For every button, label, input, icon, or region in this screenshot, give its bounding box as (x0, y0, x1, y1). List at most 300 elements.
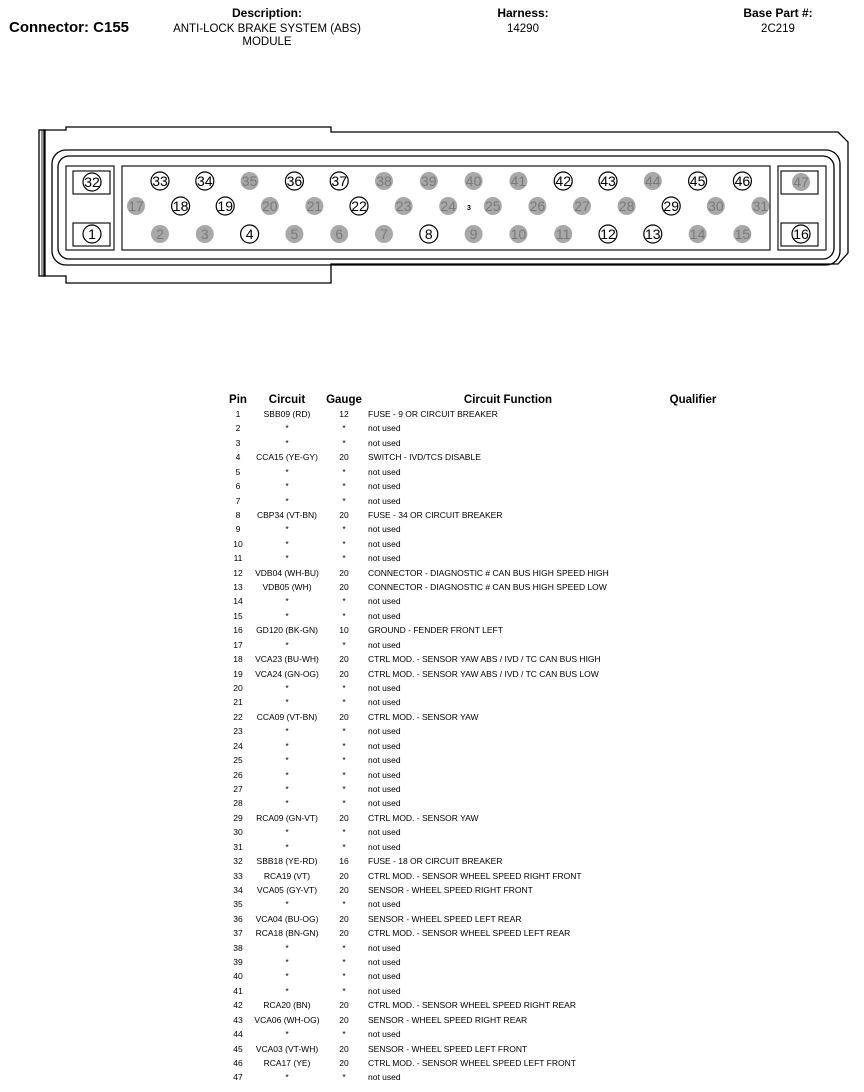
pin-cell: 38 (233, 942, 243, 953)
pin-number: 19 (217, 198, 233, 214)
pin-number: 28 (618, 198, 635, 214)
table-row (224, 609, 738, 623)
table-row (224, 840, 738, 854)
gauge-cell: * (342, 524, 346, 535)
pin-table (224, 392, 738, 1085)
gauge-cell: 20 (339, 567, 349, 578)
gauge-cell: 20 (339, 1043, 349, 1054)
pin-8 (420, 225, 438, 243)
pin-number: 22 (351, 198, 367, 214)
function-cell: not used (368, 942, 401, 953)
header-circuit-function: Circuit Function (463, 393, 553, 406)
circuit-cell: VCA23 (BU-WH) (255, 654, 319, 665)
circuit-cell: * (285, 697, 289, 708)
table-row (224, 854, 738, 868)
circuit-cell: VCA03 (VT-WH) (255, 1043, 319, 1054)
gauge-cell: 20 (339, 884, 349, 895)
pin-number: 39 (421, 173, 437, 189)
table-row (224, 681, 738, 695)
qualifier-cell (648, 811, 738, 825)
gauge-cell: * (342, 466, 346, 477)
circuit-cell: RCA20 (BN) (263, 1000, 311, 1011)
table-row (224, 984, 738, 998)
pin-cell: 5 (235, 466, 241, 477)
header-gauge: Gauge (326, 393, 362, 406)
qualifier-cell (648, 652, 738, 666)
function-cell: not used (368, 423, 401, 434)
pin-number: 34 (197, 173, 213, 189)
pin-14 (689, 225, 707, 243)
pin-cell: 34 (233, 884, 243, 895)
gauge-cell: * (342, 610, 346, 621)
pin-cell: 19 (233, 668, 243, 679)
gauge-cell: * (342, 985, 346, 996)
qualifier-cell (648, 984, 738, 998)
pin-number: 25 (485, 198, 501, 214)
pin-42 (554, 172, 572, 190)
qualifier-cell (648, 782, 738, 796)
pin-cell: 43 (233, 1014, 243, 1025)
qualifier-cell (648, 638, 738, 652)
pin-number: 30 (708, 198, 724, 214)
qualifier-cell (648, 840, 738, 854)
gauge-cell: * (342, 1072, 346, 1083)
pin-number: 37 (331, 173, 347, 189)
gauge-cell: * (342, 899, 346, 910)
gauge-cell: 20 (339, 509, 349, 520)
qualifier-cell (648, 883, 738, 897)
function-cell: not used (368, 596, 401, 607)
table-row (224, 450, 738, 464)
circuit-cell: * (285, 827, 289, 838)
pin-cell: 24 (233, 740, 243, 751)
qualifier-cell (648, 609, 738, 623)
circuit-cell: * (285, 985, 289, 996)
table-row (224, 926, 738, 940)
pin-12 (599, 225, 617, 243)
pin-cell: 3 (235, 437, 241, 448)
circuit-cell: * (285, 683, 289, 694)
pin-number: 29 (663, 198, 679, 214)
pin-cell: 45 (233, 1043, 243, 1054)
table-row (224, 955, 738, 969)
base-part-block (718, 6, 838, 36)
table-row (224, 768, 738, 782)
gauge-cell: * (342, 841, 346, 852)
gauge-cell: * (342, 769, 346, 780)
table-row (224, 421, 738, 435)
pin-36 (285, 172, 303, 190)
function-cell: not used (368, 495, 401, 506)
function-cell: CTRL MOD. - SENSOR WHEEL SPEED RIGHT REAR (368, 1000, 576, 1011)
pin-number: 38 (376, 173, 392, 189)
pin-number: 42 (555, 173, 571, 189)
table-row (224, 436, 738, 450)
pin-cell: 7 (235, 495, 241, 506)
table-row (224, 912, 738, 926)
pin-16 (792, 225, 810, 243)
pin-23 (395, 197, 413, 215)
gauge-cell: * (342, 596, 346, 607)
pin-cell: 2 (235, 423, 241, 434)
gauge-cell: * (342, 740, 346, 751)
pin-number: 43 (600, 173, 616, 189)
description-line-2: MODULE (242, 36, 292, 48)
function-cell: CTRL MOD. - SENSOR WHEEL SPEED RIGHT FRONT (368, 870, 582, 881)
pin-11 (554, 225, 572, 243)
pin-cell: 16 (233, 625, 243, 636)
qualifier-cell (648, 667, 738, 681)
circuit-cell: * (285, 481, 289, 492)
qualifier-cell (648, 796, 738, 810)
base-part-value: 2C219 (761, 23, 795, 35)
gauge-cell: 20 (339, 582, 349, 593)
pin-21 (305, 197, 323, 215)
qualifier-cell (648, 724, 738, 738)
table-row (224, 508, 738, 522)
function-cell: CTRL MOD. - SENSOR WHEEL SPEED LEFT FRONT (368, 1057, 576, 1068)
function-cell: not used (368, 726, 401, 737)
table-row (224, 753, 738, 767)
gauge-cell: * (342, 538, 346, 549)
pin-number: 5 (290, 226, 299, 242)
harness-block (473, 6, 573, 36)
qualifier-cell (648, 912, 738, 926)
qualifier-cell (648, 941, 738, 955)
base-part-label: Base Part #: (743, 6, 813, 20)
pin-cell: 18 (233, 654, 243, 665)
qualifier-cell (648, 1027, 738, 1041)
circuit-cell: * (285, 798, 289, 809)
pin-cell: 37 (233, 928, 243, 939)
description-line-1: ANTI-LOCK BRAKE SYSTEM (ABS) (173, 23, 361, 35)
pin-cell: 36 (233, 913, 243, 924)
pin-number: 27 (574, 198, 590, 214)
qualifier-cell (648, 537, 738, 551)
table-row (224, 652, 738, 666)
pin-38 (375, 172, 393, 190)
circuit-cell: * (285, 553, 289, 564)
pin-cell: 44 (233, 1029, 243, 1040)
gauge-cell: * (342, 971, 346, 982)
pin-number: 32 (84, 174, 100, 190)
gauge-cell: 20 (339, 870, 349, 881)
pin-15 (733, 225, 751, 243)
table-row (224, 594, 738, 608)
pin-34 (196, 172, 214, 190)
circuit-cell: CCA15 (YE-GY) (256, 452, 318, 463)
table-row (224, 1027, 738, 1041)
circuit-cell: RCA19 (VT) (263, 870, 311, 881)
pin-3 (196, 225, 214, 243)
gauge-cell: 20 (339, 1057, 349, 1068)
pin-number: 24 (440, 198, 456, 214)
circuit-cell: * (285, 783, 289, 794)
function-cell: CTRL MOD. - SENSOR WHEEL SPEED LEFT REAR (368, 928, 571, 939)
gauge-cell: 20 (339, 913, 349, 924)
table-row (224, 998, 738, 1012)
pin-29 (662, 197, 680, 215)
circuit-cell: GD120 (BK-GN) (256, 625, 318, 636)
function-cell: FUSE - 9 OR CIRCUIT BREAKER (368, 409, 498, 419)
pin-number: 45 (689, 173, 706, 189)
connector-title: Connector: C155 (9, 19, 130, 36)
function-cell: CTRL MOD. - SENSOR YAW (368, 711, 479, 722)
pin-cell: 31 (233, 841, 243, 852)
pin-number: 11 (555, 226, 571, 242)
table-row (224, 623, 738, 637)
gauge-cell: 20 (339, 1014, 349, 1025)
pin-cell: 27 (233, 783, 243, 794)
pin-25 (484, 197, 502, 215)
pin-cell: 6 (235, 481, 241, 492)
circuit-cell: * (285, 957, 289, 968)
pin-number: 21 (306, 198, 323, 214)
description-label: Description: (231, 6, 302, 20)
qualifier-cell (648, 969, 738, 983)
qualifier-cell (648, 479, 738, 493)
gauge-cell: 10 (339, 625, 349, 636)
circuit-cell: * (285, 726, 289, 737)
qualifier-cell (648, 753, 738, 767)
function-cell: FUSE - 18 OR CIRCUIT BREAKER (368, 856, 503, 867)
function-cell: CTRL MOD. - SENSOR YAW (368, 812, 479, 823)
circuit-cell: * (285, 639, 289, 650)
circuit-cell: * (285, 769, 289, 780)
description-block (162, 6, 372, 49)
table-row (224, 479, 738, 493)
gauge-cell: * (342, 481, 346, 492)
qualifier-cell (648, 854, 738, 868)
gauge-cell: * (342, 1029, 346, 1040)
gauge-cell: 12 (339, 409, 349, 419)
function-cell: FUSE - 34 OR CIRCUIT BREAKER (368, 509, 503, 520)
pin-number: 33 (152, 173, 168, 189)
qualifier-cell (648, 465, 738, 479)
qualifier-cell (648, 710, 738, 724)
connector-marker: 3 (467, 205, 471, 212)
qualifier-cell (648, 623, 738, 637)
pin-7 (375, 225, 393, 243)
pin-number: 40 (465, 173, 482, 189)
pin-32 (83, 173, 101, 191)
circuit-cell: VDB04 (WH-BU) (255, 567, 319, 578)
pin-number: 36 (286, 173, 303, 189)
gauge-cell: 20 (339, 452, 349, 463)
pin-cell: 28 (233, 798, 243, 809)
circuit-cell: CCA09 (VT-BN) (256, 711, 318, 722)
function-cell: not used (368, 481, 401, 492)
pin-number: 4 (245, 226, 254, 242)
qualifier-cell (648, 869, 738, 883)
harness-value: 14290 (507, 23, 539, 35)
qualifier-cell (648, 566, 738, 580)
pin-cell: 46 (233, 1057, 243, 1068)
qualifier-cell (648, 522, 738, 536)
pin-number: 13 (645, 226, 661, 242)
table-header-row (224, 392, 738, 407)
circuit-cell: * (285, 437, 289, 448)
table-row (224, 551, 738, 565)
function-cell: CTRL MOD. - SENSOR YAW ABS / IVD / TC CAN BUS HIGH (368, 654, 601, 665)
pin-cell: 42 (233, 1000, 243, 1011)
pin-cell: 23 (233, 726, 243, 737)
qualifier-cell (648, 768, 738, 782)
circuit-cell: * (285, 596, 289, 607)
function-cell: not used (368, 610, 401, 621)
harness-label: Harness: (497, 6, 549, 20)
function-cell: SENSOR - WHEEL SPEED RIGHT FRONT (368, 884, 533, 895)
pin-cell: 20 (233, 683, 243, 694)
table-row (224, 566, 738, 580)
qualifier-cell (648, 681, 738, 695)
qualifier-cell (648, 825, 738, 839)
circuit-cell: VCA05 (GY-VT) (256, 884, 318, 895)
circuit-cell: * (285, 971, 289, 982)
circuit-cell: SBB09 (RD) (263, 409, 311, 419)
pin-number: 10 (510, 226, 527, 242)
pin-18 (172, 197, 190, 215)
pin-cell: 47 (233, 1072, 243, 1083)
circuit-cell: * (285, 466, 289, 477)
pin-number: 3 (200, 226, 209, 242)
pin-number: 15 (734, 226, 751, 242)
pin-cell: 41 (233, 985, 243, 996)
pin-cell: 4 (235, 452, 241, 463)
circuit-cell: * (285, 942, 289, 953)
function-cell: not used (368, 553, 401, 564)
function-cell: not used (368, 971, 401, 982)
pin-cell: 32 (233, 856, 243, 867)
header-circuit: Circuit (268, 393, 306, 406)
function-cell: not used (368, 437, 401, 448)
pin-number: 26 (529, 198, 546, 214)
qualifier-cell (648, 926, 738, 940)
gauge-cell: * (342, 683, 346, 694)
circuit-cell: RCA18 (BN-GN) (255, 928, 319, 939)
function-cell: not used (368, 769, 401, 780)
gauge-cell: * (342, 639, 346, 650)
pin-24 (439, 197, 457, 215)
pin-27 (573, 197, 591, 215)
pin-number: 9 (469, 226, 478, 242)
pin-number: 46 (734, 173, 751, 189)
circuit-cell: * (285, 524, 289, 535)
pin-number: 18 (172, 198, 189, 214)
table-row (224, 494, 738, 508)
qualifier-cell (648, 436, 738, 450)
pin-28 (618, 197, 636, 215)
circuit-cell: * (285, 538, 289, 549)
gauge-cell: 20 (339, 928, 349, 939)
circuit-cell: SBB18 (YE-RD) (256, 856, 318, 867)
function-cell: SENSOR - WHEEL SPEED LEFT REAR (368, 913, 522, 924)
pin-22 (350, 197, 368, 215)
pin-cell: 1 (235, 409, 241, 419)
pin-9 (465, 225, 483, 243)
circuit-cell: * (285, 1072, 289, 1083)
pin-cell: 13 (233, 582, 243, 593)
table-row (224, 465, 738, 479)
function-cell: SENSOR - WHEEL SPEED RIGHT REAR (368, 1014, 528, 1025)
pin-number: 31 (752, 198, 769, 214)
pin-41 (509, 172, 527, 190)
function-cell: not used (368, 697, 401, 708)
pin-number: 41 (510, 173, 527, 189)
pin-number: 2 (156, 226, 164, 242)
function-cell: CONNECTOR - DIAGNOSTIC # CAN BUS HIGH SPEED HIGH (368, 567, 609, 578)
pin-46 (733, 172, 751, 190)
circuit-cell: CBP34 (VT-BN) (257, 509, 317, 520)
table-row (224, 407, 738, 421)
gauge-cell: 20 (339, 668, 349, 679)
pin-number: 1 (88, 226, 96, 242)
function-cell: not used (368, 538, 401, 549)
gauge-cell: * (342, 942, 346, 953)
table-row (224, 638, 738, 652)
function-cell: not used (368, 783, 401, 794)
qualifier-cell (648, 594, 738, 608)
connector-face-diagram (0, 118, 864, 288)
qualifier-cell (648, 1070, 738, 1084)
qualifier-cell (648, 580, 738, 594)
table-row (224, 667, 738, 681)
pin-cell: 40 (233, 971, 243, 982)
pin-13 (644, 225, 662, 243)
qualifier-cell (648, 1013, 738, 1027)
pin-45 (689, 172, 707, 190)
gauge-cell: * (342, 957, 346, 968)
pin-cell: 39 (233, 957, 243, 968)
function-cell: not used (368, 740, 401, 751)
pin-cell: 30 (233, 827, 243, 838)
table-row (224, 969, 738, 983)
circuit-cell: VCA04 (BU-OG) (255, 913, 319, 924)
pin-5 (285, 225, 303, 243)
function-cell: SWITCH - IVD/TCS DISABLE (368, 452, 481, 463)
pin-20 (261, 197, 279, 215)
function-cell: not used (368, 466, 401, 477)
pin-number: 44 (645, 173, 661, 189)
gauge-cell: 16 (339, 856, 349, 867)
table-row (224, 710, 738, 724)
qualifier-cell (648, 695, 738, 709)
pin-number: 12 (600, 226, 616, 242)
circuit-cell: VCA24 (GN-OG) (255, 668, 319, 679)
function-cell: not used (368, 524, 401, 535)
function-cell: SENSOR - WHEEL SPEED LEFT FRONT (368, 1043, 528, 1054)
function-cell: not used (368, 841, 401, 852)
pin-1 (83, 225, 101, 243)
circuit-cell: RCA09 (GN-VT) (256, 812, 318, 823)
table-row (224, 1070, 738, 1084)
pin-31 (751, 197, 769, 215)
pin-cell: 14 (233, 596, 243, 607)
pin-cell: 10 (233, 538, 243, 549)
table-row (224, 811, 738, 825)
qualifier-cell (648, 407, 738, 421)
table-row (224, 695, 738, 709)
table-row (224, 869, 738, 883)
pin-number: 20 (262, 198, 278, 214)
qualifier-cell (648, 508, 738, 522)
pin-cell: 15 (233, 610, 243, 621)
table-row (224, 825, 738, 839)
pin-4 (241, 225, 259, 243)
pin-30 (707, 197, 725, 215)
pin-cell: 9 (235, 524, 241, 535)
gauge-cell: 20 (339, 711, 349, 722)
